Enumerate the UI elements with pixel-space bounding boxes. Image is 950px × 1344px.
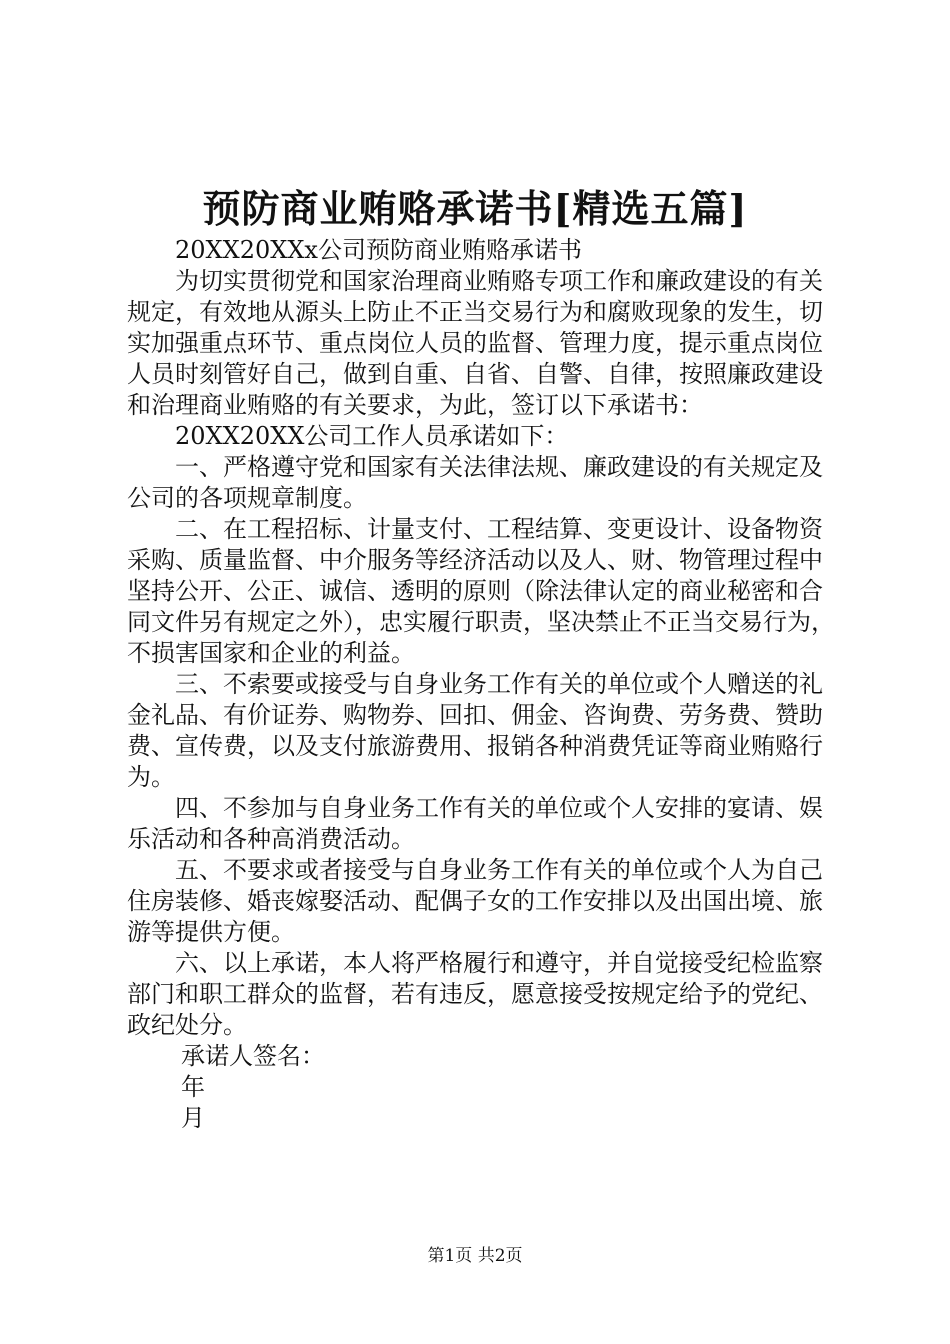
paragraph-item-6: 六、以上承诺，本人将严格履行和遵守，并自觉接受纪检监察部门和职工群众的监督，若有违反，愿意接受按规定给予的党纪、政纪处分。 [127, 949, 823, 1039]
document-body [127, 235, 839, 1134]
year-label: 年 [181, 1073, 205, 1101]
document-subtitle: 20XX20XXx公司预防商业贿赂承诺书 [175, 236, 582, 264]
paragraph-intro: 为切实贯彻党和国家治理商业贿赂专项工作和廉政建设的有关规定，有效地从源头上防止不正当交易行为和腐败现象的发生，切实加强重点环节、重点岗位人员的监督、管理力度，提示重点岗位人员时刻管好自己，做到自重、自省、自警、自律，按照廉政建设和治理商业贿赂的有关要求，为此，签订以下承诺书： [127, 267, 823, 419]
month-label: 月 [181, 1104, 205, 1132]
page-footer: 第1页 共2页 [427, 1246, 523, 1266]
paragraph-item-1: 一、严格遵守党和国家有关法律法规、廉政建设的有关规定及公司的各项规章制度。 [127, 453, 823, 512]
paragraph-item-4: 四、不参加与自身业务工作有关的单位或个人安排的宴请、娱乐活动和各种高消费活动。 [127, 794, 823, 853]
paragraph-item-2: 二、在工程招标、计量支付、工程结算、变更设计、设备物资采购、质量监督、中介服务等经济活动以及人、财、物管理过程中坚持公开、公正、诚信、透明的原则（除法律认定的商业秘密和合同文件另有规定之外），忠实履行职责，坚决禁止不正当交易行为，不损害国家和企业的利益。 [127, 515, 835, 667]
paragraph-commitment-heading: 20XX20XX公司工作人员承诺如下： [175, 422, 569, 450]
paragraph-item-5: 五、不要求或者接受与自身业务工作有关的单位或个人为自己住房装修、婚丧嫁娶活动、配偶子女的工作安排以及出国出境、旅游等提供方便。 [127, 856, 823, 946]
page-title: 预防商业贿赂承诺书[精选五篇] [202, 186, 748, 231]
signature-label: 承诺人签名： [181, 1042, 325, 1070]
paragraph-item-3: 三、不索要或接受与自身业务工作有关的单位或个人赠送的礼金礼品、有价证券、购物券、回扣、佣金、咨询费、劳务费、赞助费、宣传费，以及支付旅游费用、报销各种消费凭证等商业贿赂行为。 [127, 670, 823, 791]
